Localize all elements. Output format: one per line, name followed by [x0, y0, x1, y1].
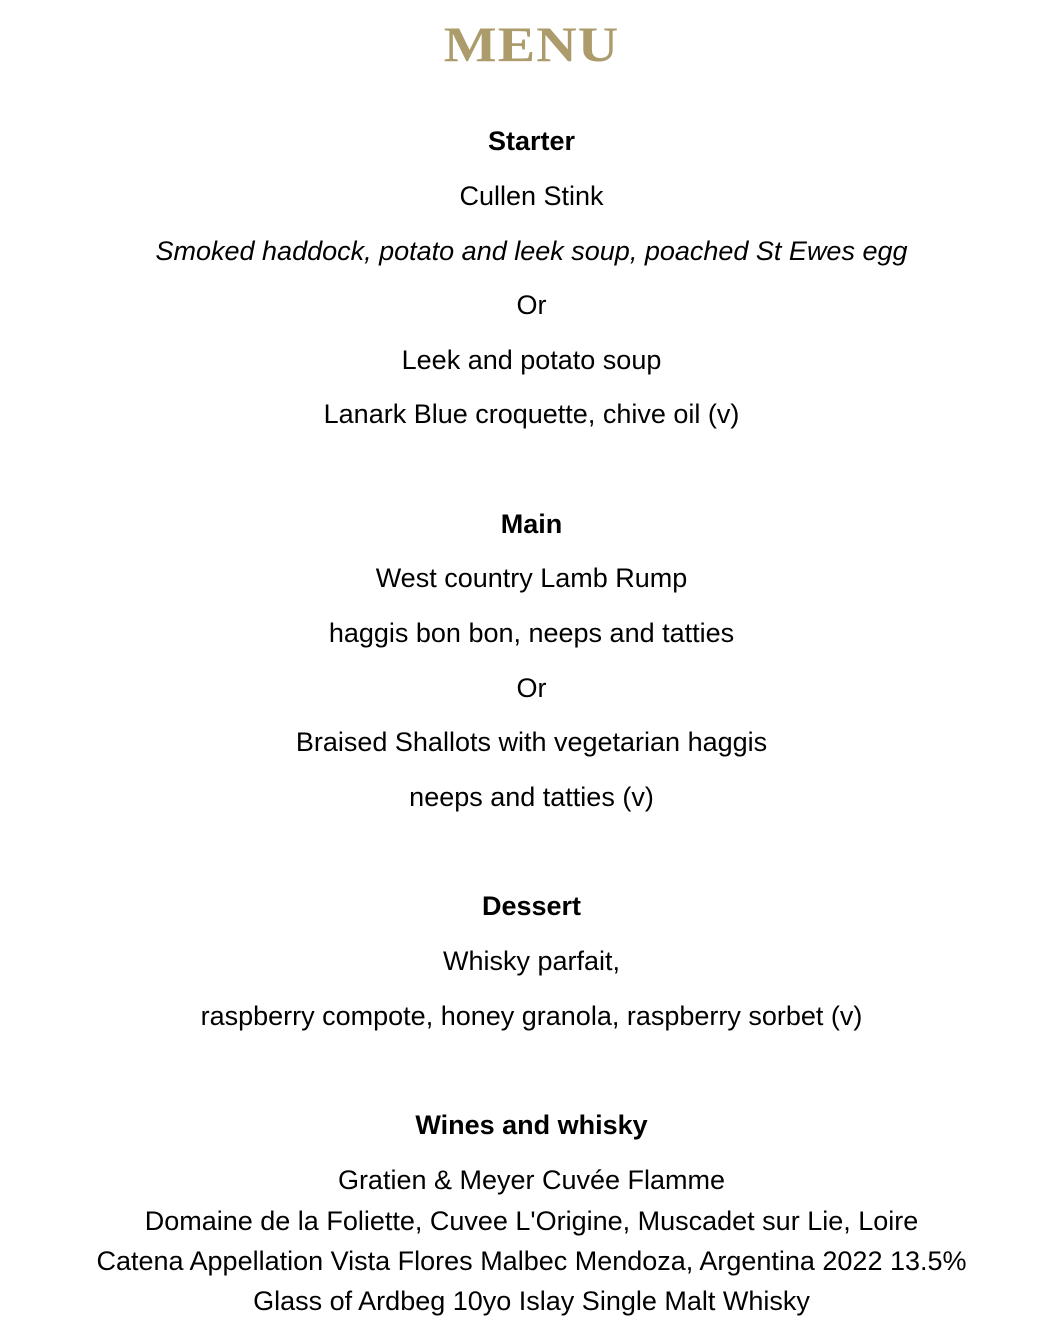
- menu-title: MENU: [443, 16, 620, 72]
- starter-or: Or: [516, 290, 547, 320]
- starter-heading: Starter: [487, 126, 576, 156]
- main-or: Or: [516, 673, 547, 703]
- starter-dish-2-description: Lanark Blue croquette, chive oil (v): [323, 399, 740, 429]
- drink-item: Glass of Ardbeg 10yo Islay Single Malt Whisky: [253, 1286, 810, 1316]
- drink-item: Catena Appellation Vista Flores Malbec Mendoza, Argentina 2022 13.5%: [96, 1246, 967, 1276]
- main-dish-2-name: Braised Shallots with vegetarian haggis: [295, 727, 768, 757]
- main-dish-1-name: West country Lamb Rump: [375, 563, 688, 593]
- starter-dish-2-name: Leek and potato soup: [401, 345, 662, 375]
- starter-dish-1-description: Smoked haddock, potato and leek soup, poached St Ewes egg: [155, 236, 908, 266]
- drink-item: Gratien & Meyer Cuvée Flamme: [337, 1165, 726, 1195]
- starter-dish-1-name: Cullen Stink: [459, 181, 604, 211]
- drinks-heading: Wines and whisky: [415, 1110, 648, 1140]
- dessert-dish-name: Whisky parfait,: [442, 946, 621, 976]
- main-heading: Main: [500, 509, 563, 539]
- main-dish-1-description: haggis bon bon, neeps and tatties: [328, 618, 735, 648]
- main-dish-2-description: neeps and tatties (v): [409, 782, 654, 812]
- dessert-heading: Dessert: [481, 891, 582, 921]
- dessert-dish-description: raspberry compote, honey granola, raspberry sorbet (v): [200, 1001, 863, 1031]
- drink-item: Domaine de la Foliette, Cuvee L'Origine, Muscadet sur Lie, Loire: [144, 1206, 919, 1236]
